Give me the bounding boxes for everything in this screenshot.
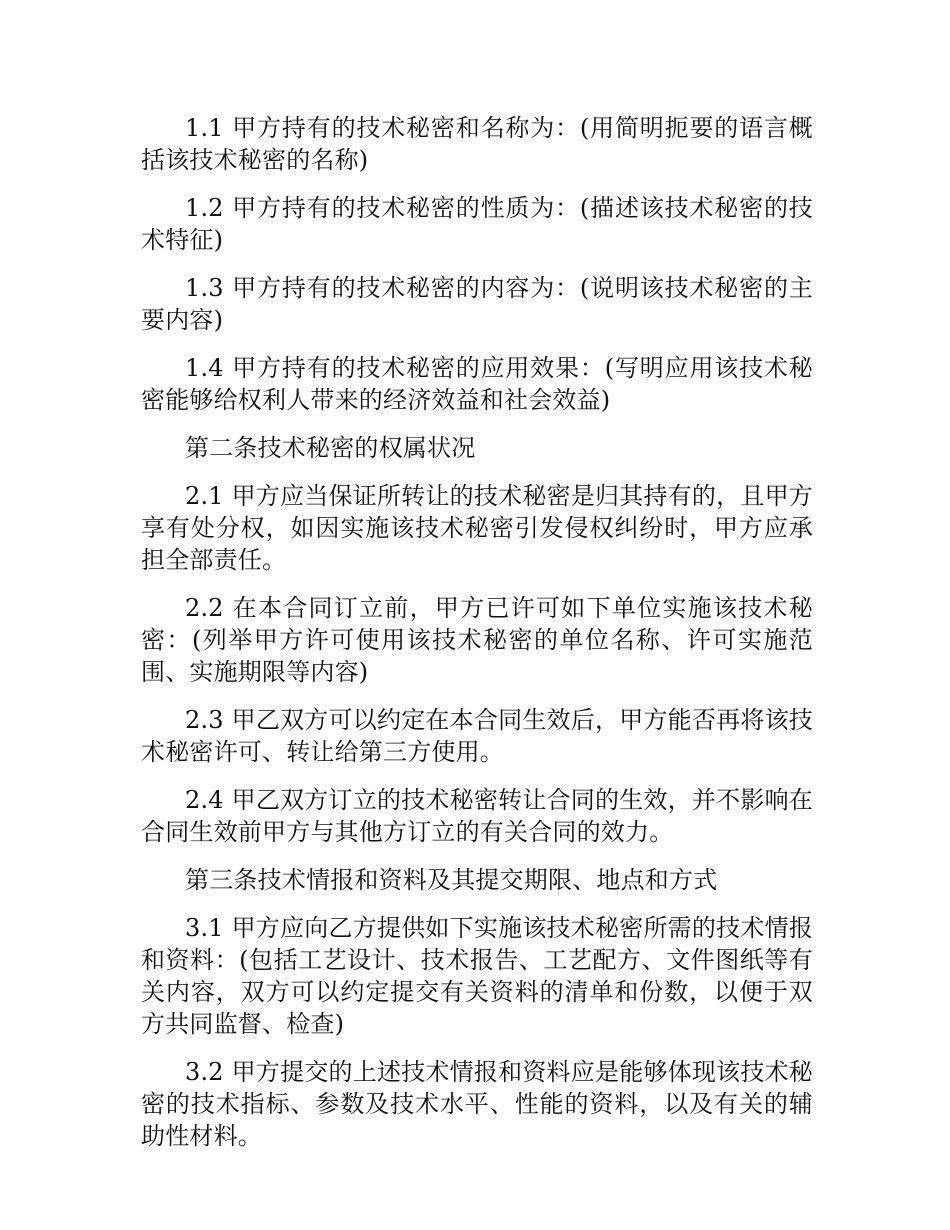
clause-2-1: 2.1 甲方应当保证所转让的技术秘密是归其持有的，且甲方享有处分权，如因实施该技术秘密引发侵权纠纷时，甲方应承担全部责任。 xyxy=(141,482,813,574)
document-body xyxy=(141,112,813,1168)
clause-2-4: 2.4 甲乙双方订立的技术秘密转让合同的生效，并不影响在合同生效前甲方与其他方订立的有关合同的效力。 xyxy=(141,786,813,846)
article-3-heading: 第三条技术情报和资料及其提交期限、地点和方式 xyxy=(185,866,718,894)
clause-3-1: 3.1 甲方应向乙方提供如下实施该技术秘密所需的技术情报和资料：(包括工艺设计、技术报告、工艺配方、文件图纸等有关内容，双方可以约定提交有关资料的清单和份数，以便于双方共同监督、检查) xyxy=(141,914,813,1038)
clause-1-2: 1.2 甲方持有的技术秘密的性质为：(描述该技术秘密的技术特征) xyxy=(141,194,813,254)
clause-2-2: 2.2 在本合同订立前，甲方已许可如下单位实施该技术秘密：(列举甲方许可使用该技术秘密的单位名称、许可实施范围、实施期限等内容) xyxy=(141,594,813,686)
clause-1-4: 1.4 甲方持有的技术秘密的应用效果：(写明应用该技术秘密能够给权利人带来的经济效益和社会效益) xyxy=(141,354,813,414)
clause-2-3: 2.3 甲乙双方可以约定在本合同生效后，甲方能否再将该技术秘密许可、转让给第三方使用。 xyxy=(141,706,813,766)
clause-1-1: 1.1 甲方持有的技术秘密和名称为：(用简明扼要的语言概括该技术秘密的名称) xyxy=(141,114,813,174)
clause-3-2: 3.2 甲方提交的上述技术情报和资料应是能够体现该技术秘密的技术指标、参数及技术水平、性能的资料，以及有关的辅助性材料。 xyxy=(141,1058,813,1150)
article-2-heading: 第二条技术秘密的权属状况 xyxy=(185,434,476,462)
clause-1-3: 1.3 甲方持有的技术秘密的内容为：(说明该技术秘密的主要内容) xyxy=(141,274,813,334)
